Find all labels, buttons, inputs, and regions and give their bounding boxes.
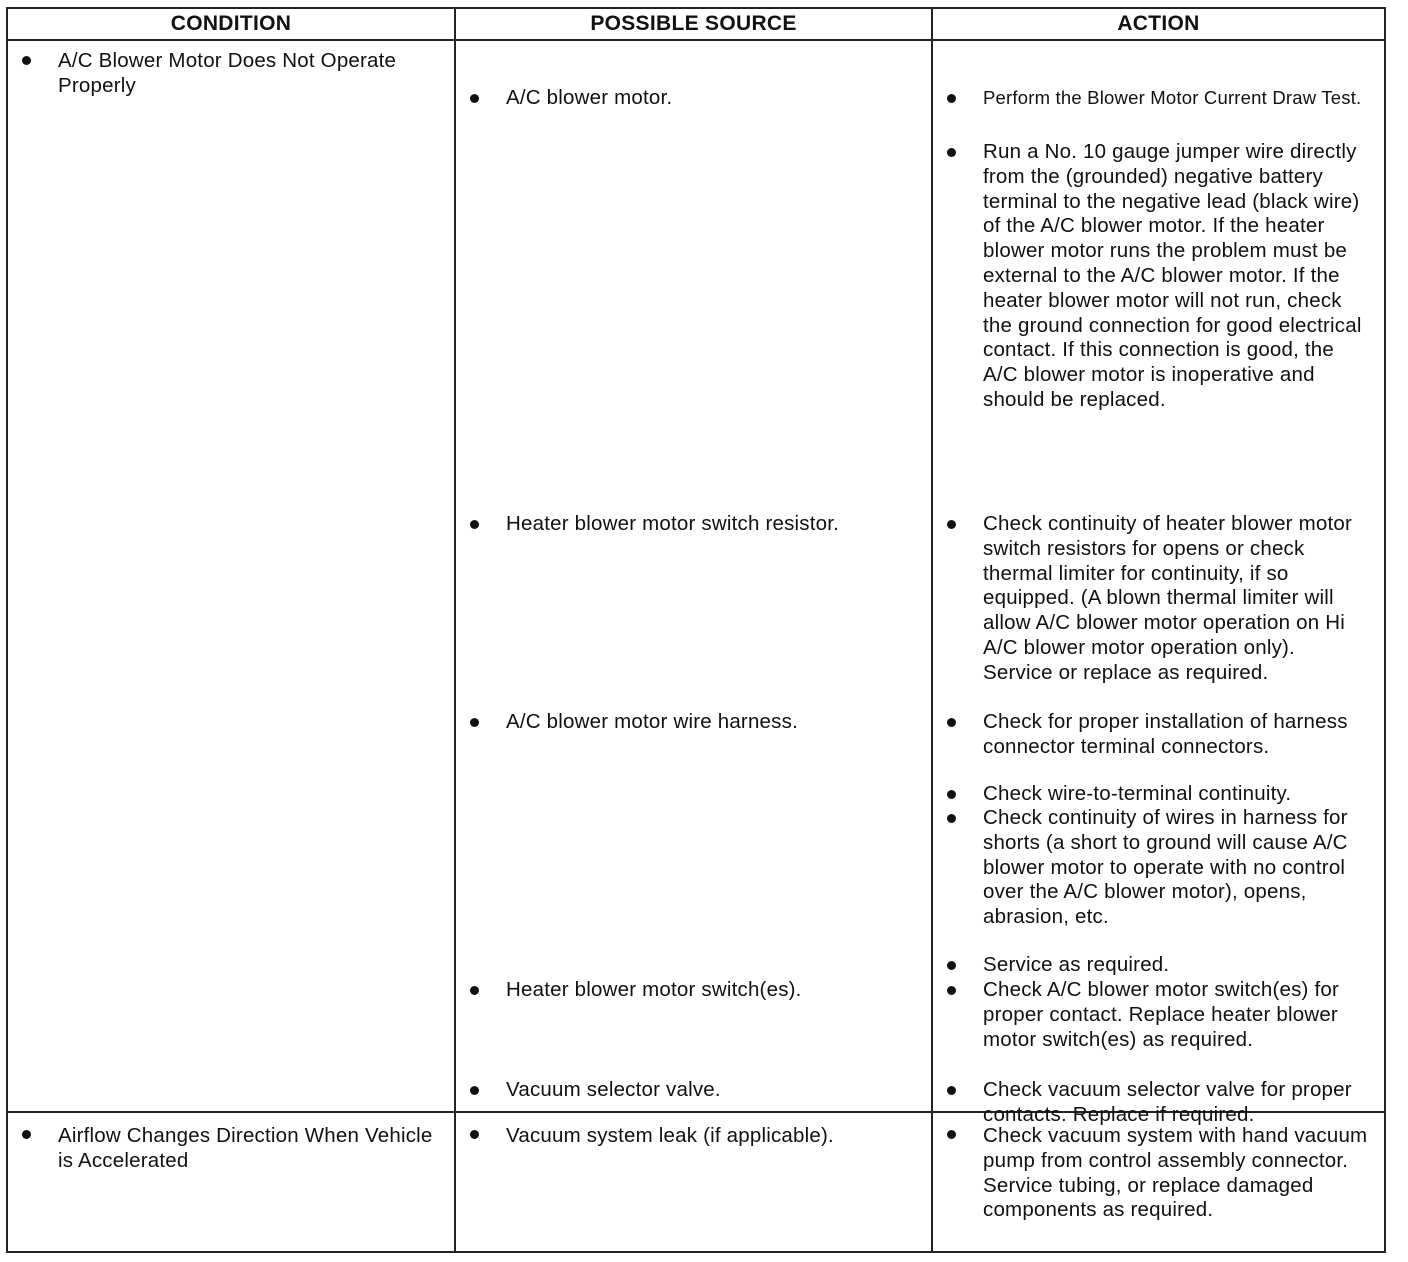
- source-text: Heater blower motor switch(es).: [506, 978, 802, 1001]
- bullet-icon: [947, 790, 956, 799]
- action-text: Check continuity of heater blower motor switch resistors for opens or check thermal limiter for continuity, if so equipped. (A blown thermal limiter will allow A/C blower motor operation on Hi A/C blower motor operation only). Service or replace as required.: [983, 512, 1353, 684]
- bullet-icon: [947, 148, 956, 157]
- troubleshooting-sheet: [6, 7, 1384, 1255]
- header-row: [7, 8, 1385, 40]
- source-entry: [456, 1078, 931, 1103]
- header-condition: CONDITION: [7, 8, 455, 40]
- bullet-icon: [470, 986, 479, 995]
- bullet-icon: [22, 56, 31, 65]
- bullet-icon: [22, 1130, 31, 1139]
- action-text: Check vacuum system with hand vacuum pump from control assembly connector. Service tubing, or replace damaged components as required.: [983, 1124, 1368, 1222]
- action-cell: [932, 1112, 1385, 1252]
- action-entry: [933, 710, 1384, 760]
- source-entry: [456, 1113, 931, 1149]
- table-row: [7, 1112, 1385, 1252]
- condition-entry: [8, 1113, 454, 1174]
- header-possible-source: POSSIBLE SOURCE: [455, 8, 932, 40]
- action-entry: [933, 953, 1384, 978]
- action-entry: [933, 140, 1384, 413]
- diagnosis-table: [6, 7, 1386, 1253]
- bullet-icon: [947, 961, 956, 970]
- action-text: Check continuity of wires in harness for shorts (a short to ground will cause A/C blower motor to operate with no control over the A/C blower motor), opens, abrasion, etc.: [983, 806, 1348, 929]
- source-text: Vacuum selector valve.: [506, 1078, 721, 1101]
- action-entry: [933, 806, 1384, 930]
- source-cell: [455, 40, 932, 1112]
- action-text: Perform the Blower Motor Current Draw Test.: [983, 87, 1362, 108]
- action-entry: [933, 978, 1384, 1052]
- condition-entry: [8, 41, 454, 99]
- action-text: Check wire-to-terminal continuity.: [983, 782, 1292, 805]
- bullet-icon: [470, 1086, 479, 1095]
- bullet-icon: [470, 718, 479, 727]
- action-text: Check for proper installation of harness connector terminal connectors.: [983, 710, 1348, 758]
- source-entry: [456, 512, 931, 537]
- source-entry: [456, 710, 931, 735]
- table-row: [7, 40, 1385, 1112]
- action-cell: [932, 40, 1385, 1126]
- action-entry: [933, 782, 1384, 807]
- source-text: A/C blower motor.: [506, 86, 673, 109]
- bullet-icon: [947, 986, 956, 995]
- action-entry: [933, 512, 1384, 686]
- condition-text: A/C Blower Motor Does Not Operate Properly: [58, 49, 397, 97]
- bullet-icon: [947, 814, 956, 823]
- condition-cell: [7, 1112, 455, 1252]
- bullet-icon: [947, 1130, 956, 1139]
- action-text: Service as required.: [983, 953, 1170, 976]
- action-text: Run a No. 10 gauge jumper wire directly from the (grounded) negative battery terminal to the negative lead (black wire) of the A/C blower motor. If the heater blower motor runs the problem must be external to the A/C blower motor. If the heater blower motor will not run, check the ground connection for good electrical contact. If this connection is good, the A/C blower motor is inoperative and should be replaced.: [983, 140, 1362, 411]
- action-entry: [933, 1113, 1384, 1223]
- bullet-icon: [470, 1130, 479, 1139]
- source-entry: [456, 86, 931, 111]
- source-cell: [455, 1112, 932, 1252]
- action-text: Check A/C blower motor switch(es) for proper contact. Replace heater blower motor switch(es) as required.: [983, 978, 1339, 1051]
- action-entry: [933, 86, 1384, 111]
- source-entry: [456, 978, 931, 1003]
- condition-cell: [7, 40, 455, 1112]
- bullet-icon: [947, 1086, 956, 1095]
- bullet-icon: [947, 718, 956, 727]
- condition-text: Airflow Changes Direction When Vehicle is Accelerated: [58, 1124, 433, 1172]
- source-text: A/C blower motor wire harness.: [506, 710, 798, 733]
- action-text: Check vacuum selector valve for proper contacts. Replace if required.: [983, 1078, 1352, 1126]
- bullet-icon: [947, 520, 956, 529]
- source-text: Heater blower motor switch resistor.: [506, 512, 840, 535]
- source-text: Vacuum system leak (if applicable).: [506, 1124, 834, 1147]
- bullet-icon: [470, 94, 479, 103]
- bullet-icon: [470, 520, 479, 529]
- header-action: ACTION: [932, 8, 1385, 40]
- bullet-icon: [947, 94, 956, 103]
